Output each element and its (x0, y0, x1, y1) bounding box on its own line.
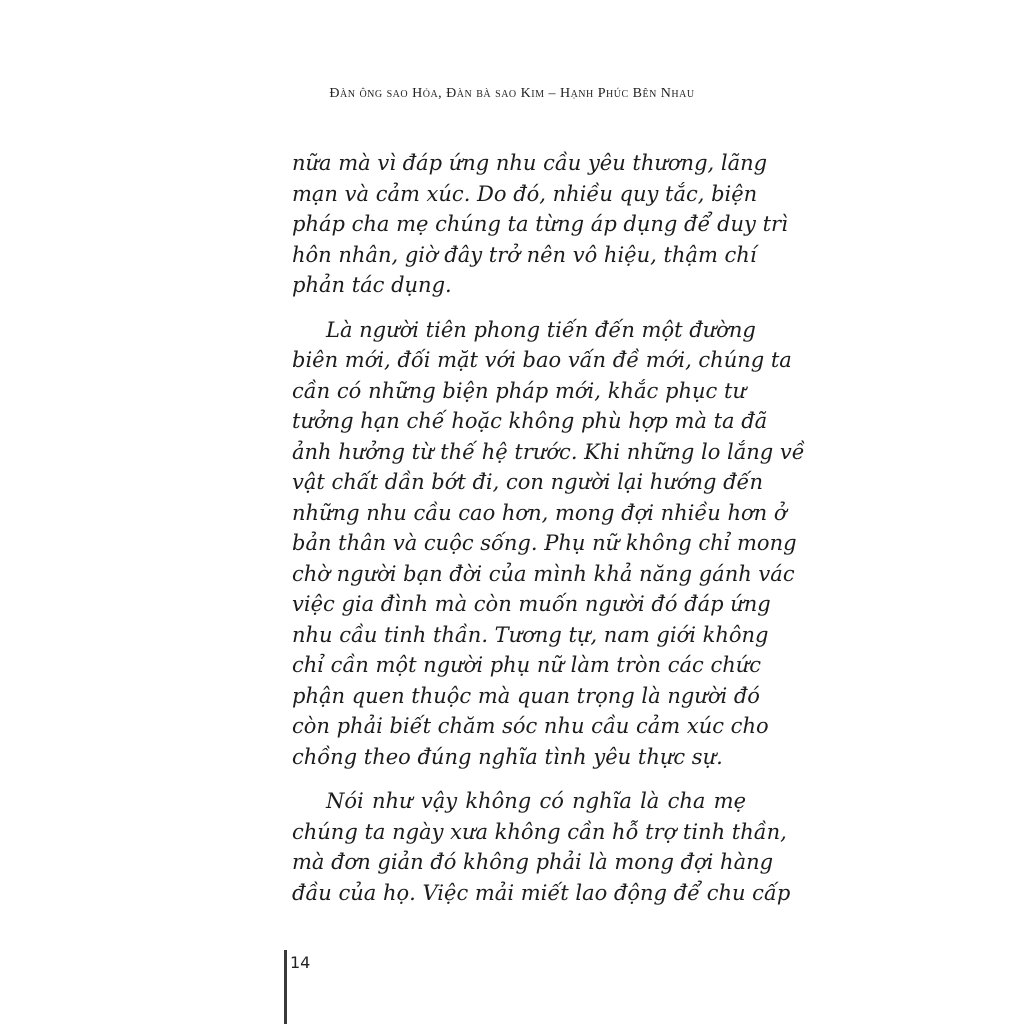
text-line: ảnh hưởng từ thế hệ trước. Khi những lo lắng về (292, 439, 805, 464)
text-line: biên mới, đối mặt với bao vấn đề mới, chúng ta (292, 348, 792, 372)
page-number: 14 (290, 953, 311, 972)
text-line: chúng ta ngày xưa không cần hỗ trợ tinh thần, (292, 819, 787, 844)
text-line: việc gia đình mà còn muốn người đó đáp ứng (292, 592, 771, 616)
text-line: chờ người bạn đời của mình khả năng gánh vác (292, 561, 795, 586)
text-line: chồng theo đúng nghĩa tình yêu thực sự. (292, 744, 723, 769)
body-text (292, 148, 805, 922)
text-line: cần có những biện pháp mới, khắc phục tư (292, 378, 746, 403)
text-line: mạn và cảm xúc. Do đó, nhiều quy tắc, biện (292, 181, 758, 206)
text-line: phận quen thuộc mà quan trọng là người đó (292, 683, 760, 708)
text-line: chỉ cần một người phụ nữ làm tròn các chức (292, 653, 762, 677)
running-header: Đàn ông sao Hỏa, Đàn bà sao Kim – Hạnh Phúc Bên Nhau (329, 86, 695, 101)
text-line: nữa mà vì đáp ứng nhu cầu yêu thương, lãng (292, 151, 768, 175)
text-line: bản thân và cuộc sống. Phụ nữ không chỉ mong (292, 531, 797, 555)
text-line: còn phải biết chăm sóc nhu cầu cảm xúc cho (292, 714, 769, 738)
text-line: đầu của họ. Việc mải miết lao động để chu cấp (292, 880, 791, 905)
text-line: Nói như vậy không có nghĩa là cha mẹ (326, 789, 746, 813)
page-number-rule (284, 950, 287, 1024)
text-line: tưởng hạn chế hoặc không phù hợp mà ta đã (292, 409, 768, 433)
paragraph-3 (292, 786, 791, 908)
text-line: Là người tiên phong tiến đến một đường (326, 317, 756, 342)
text-line: pháp cha mẹ chúng ta từng áp dụng để duy trì (292, 212, 788, 236)
text-line: phản tác dụng. (292, 273, 452, 297)
text-line: hôn nhân, giờ đây trở nên vô hiệu, thậm chí (292, 242, 757, 267)
text-line: nhu cầu tinh thần. Tương tự, nam giới không (292, 622, 769, 647)
paragraph-2 (292, 315, 805, 773)
text-line: vật chất dần bớt đi, con người lại hướng đến (292, 470, 763, 494)
text-line: những nhu cầu cao hơn, mong đợi nhiều hơn ở (292, 500, 787, 525)
text-line: mà đơn giản đó không phải là mong đợi hàng (292, 850, 774, 874)
paragraph-1 (292, 148, 788, 301)
